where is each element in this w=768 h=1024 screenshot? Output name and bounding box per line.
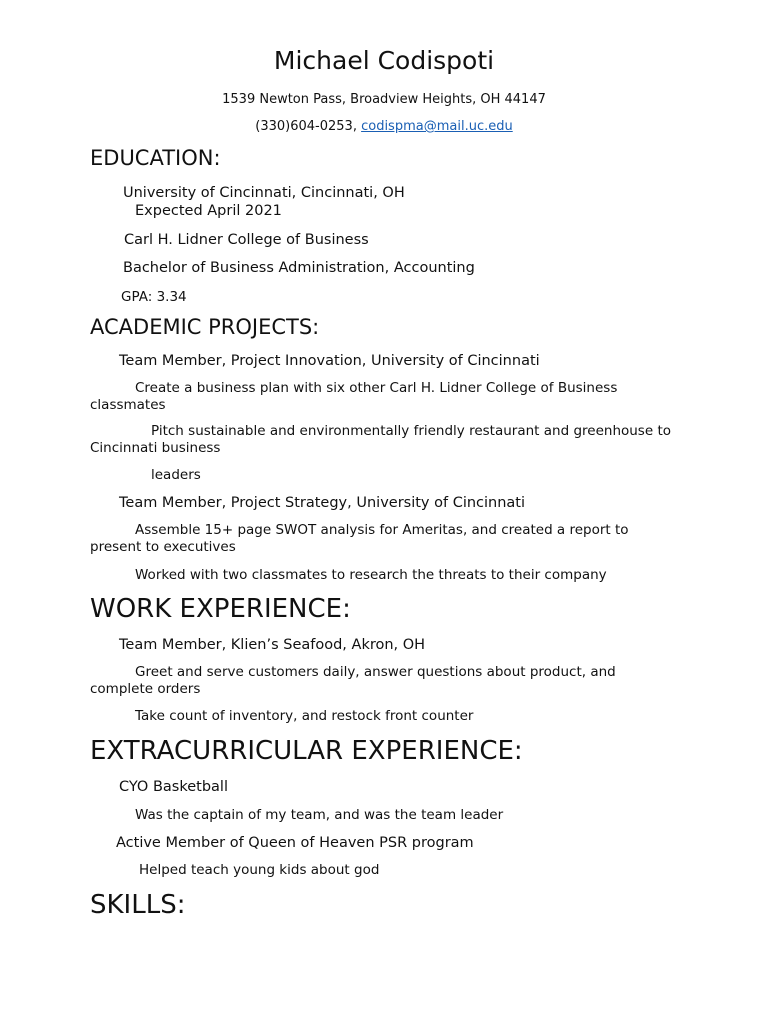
- education-college: Carl H. Lidner College of Business: [124, 232, 369, 248]
- project1-bullet2-continued: leaders: [151, 467, 201, 483]
- job1-bullet1: Greet and serve customers daily, answer questions about product, and complete orders: [90, 664, 616, 697]
- activity2-bullet1: Helped teach young kids about god: [139, 862, 380, 878]
- skills-heading: SKILLS:: [90, 890, 186, 920]
- academic-projects-heading: ACADEMIC PROJECTS:: [90, 315, 320, 339]
- work-experience-heading: WORK EXPERIENCE:: [90, 594, 351, 624]
- project1-bullet2: Pitch sustainable and environmentally friendly restaurant and greenhouse to Cincinnati business: [90, 423, 671, 456]
- education-gpa: GPA: 3.34: [121, 289, 187, 305]
- education-heading: EDUCATION:: [90, 146, 221, 170]
- activity1-bullet1: Was the captain of my team, and was the team leader: [135, 807, 504, 823]
- resume-name: Michael Codispoti: [273, 46, 495, 75]
- phone-number: (330)604-0253,: [255, 119, 362, 134]
- project2-title: Team Member, Project Strategy, University of Cincinnati: [119, 495, 526, 511]
- contact-line: [0, 119, 768, 134]
- education-university: University of Cincinnati, Cincinnati, OH: [123, 185, 405, 201]
- activity2-title: Active Member of Queen of Heaven PSR program: [116, 835, 474, 851]
- project2-bullet2: Worked with two classmates to research the threats to their company: [135, 567, 607, 583]
- activity1-title: CYO Basketball: [119, 779, 228, 795]
- project1-bullet1: Create a business plan with six other Carl H. Lidner College of Business classmates: [90, 380, 618, 413]
- extracurricular-heading: EXTRACURRICULAR EXPERIENCE:: [90, 736, 523, 766]
- email-link[interactable]: codispma@mail.uc.edu: [361, 119, 513, 134]
- job1-bullet2: Take count of inventory, and restock front counter: [135, 708, 474, 724]
- project2-bullet1: Assemble 15+ page SWOT analysis for Ameritas, and created a report to present to executives: [90, 522, 629, 555]
- address: 1539 Newton Pass, Broadview Heights, OH 44147: [222, 92, 546, 107]
- project1-title: Team Member, Project Innovation, University of Cincinnati: [119, 353, 540, 369]
- education-degree: Bachelor of Business Administration, Accounting: [123, 260, 475, 276]
- education-expected: Expected April 2021: [135, 203, 282, 219]
- job1-title: Team Member, Klien’s Seafood, Akron, OH: [119, 637, 426, 653]
